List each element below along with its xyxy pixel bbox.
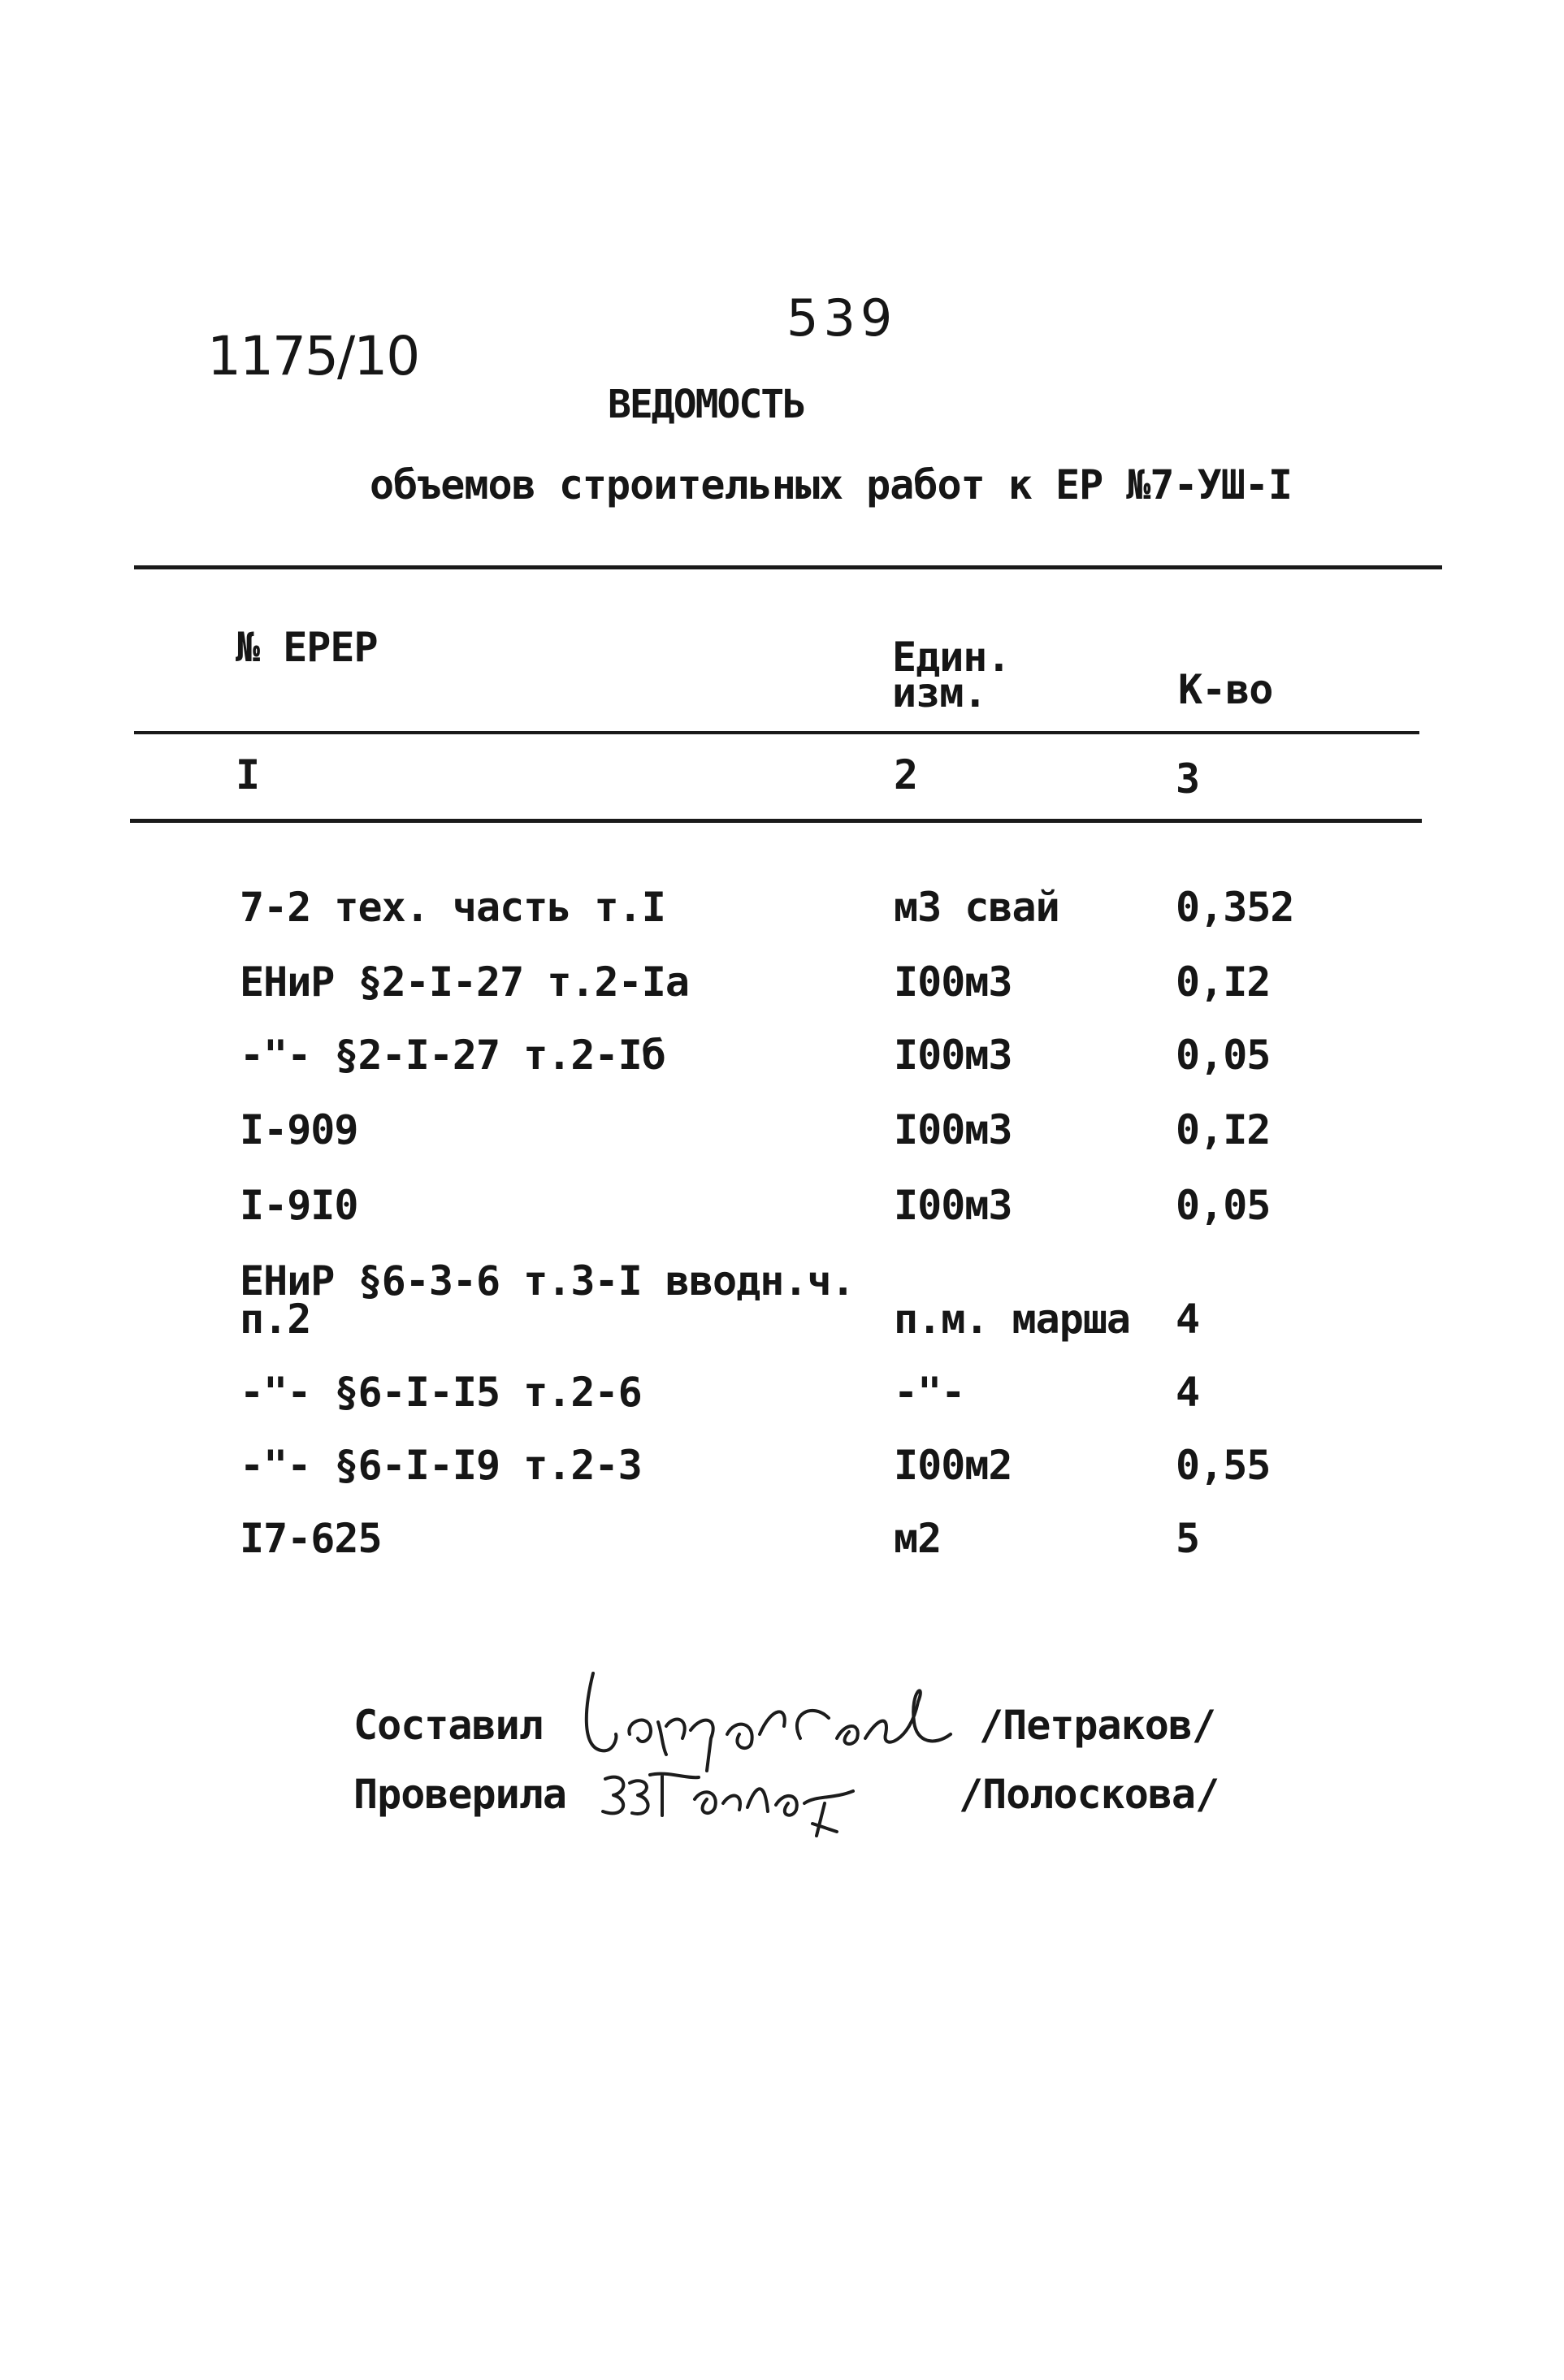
row-unit: м3 свай [894, 884, 1059, 931]
checked-signature [593, 1755, 869, 1844]
column-number-3: 3 [1176, 755, 1200, 803]
checked-name: /Полоскова/ [959, 1771, 1220, 1818]
row-unit: м2 [894, 1515, 942, 1562]
page-number: 539 [786, 288, 898, 348]
row-ref: I-909 [240, 1106, 358, 1153]
compiled-label: Составил [353, 1702, 543, 1749]
row-ref: I7-625 [240, 1515, 382, 1562]
row-qty: 0,55 [1176, 1442, 1271, 1489]
row-qty: 4 [1176, 1296, 1200, 1343]
row-unit: I00м3 [894, 1032, 1012, 1079]
row-unit: I00м3 [894, 958, 1012, 1006]
column-number-1: I [236, 751, 260, 798]
col-header-unit-line2: изм. [892, 669, 987, 716]
archive-number: 1175/10 [207, 325, 419, 387]
row-qty: 0,352 [1176, 884, 1294, 931]
row-ref: -"- §6-I-I9 т.2-3 [240, 1442, 642, 1489]
row-ref: -"- §6-I-I5 т.2-6 [240, 1369, 642, 1416]
document-title: ВЕДОМОСТЬ [608, 382, 805, 427]
document-subtitle: объемов строительных работ к ЕР №7-УШ-I [370, 461, 1292, 508]
column-number-2: 2 [894, 751, 918, 798]
col-header-ref: № ЕРЕР [236, 624, 378, 671]
row-ref-line2: п.2 [240, 1296, 311, 1343]
header-bottom-rule [134, 731, 1419, 734]
row-unit: -"- [894, 1369, 965, 1416]
compiled-name: /Петраков/ [979, 1702, 1216, 1749]
col-header-qty: К-во [1178, 666, 1273, 713]
row-ref: ЕНиР §6-3-6 т.3-I вводн.ч. [240, 1257, 855, 1305]
row-unit: I00м3 [894, 1106, 1012, 1153]
row-ref: 7-2 тех. часть т.I [240, 884, 665, 931]
checked-label: Проверила [353, 1771, 566, 1818]
row-qty: 5 [1176, 1515, 1200, 1562]
row-unit: I00м3 [894, 1182, 1012, 1229]
row-qty: 0,I2 [1176, 958, 1271, 1006]
row-qty: 0,05 [1176, 1032, 1271, 1079]
row-ref: I-9I0 [240, 1182, 358, 1229]
row-unit: I00м2 [894, 1442, 1012, 1489]
table-top-rule [134, 565, 1442, 569]
row-ref: -"- §2-I-27 т.2-Iб [240, 1032, 665, 1079]
column-numbers-bottom-rule [130, 819, 1422, 823]
row-unit: п.м. марша [894, 1296, 1131, 1343]
col-header-unit-line1: Един. [892, 634, 1011, 681]
row-qty: 4 [1176, 1369, 1200, 1416]
row-qty: 0,05 [1176, 1182, 1271, 1229]
row-ref: ЕНиР §2-I-27 т.2-Iа [240, 958, 689, 1006]
row-qty: 0,I2 [1176, 1106, 1271, 1153]
